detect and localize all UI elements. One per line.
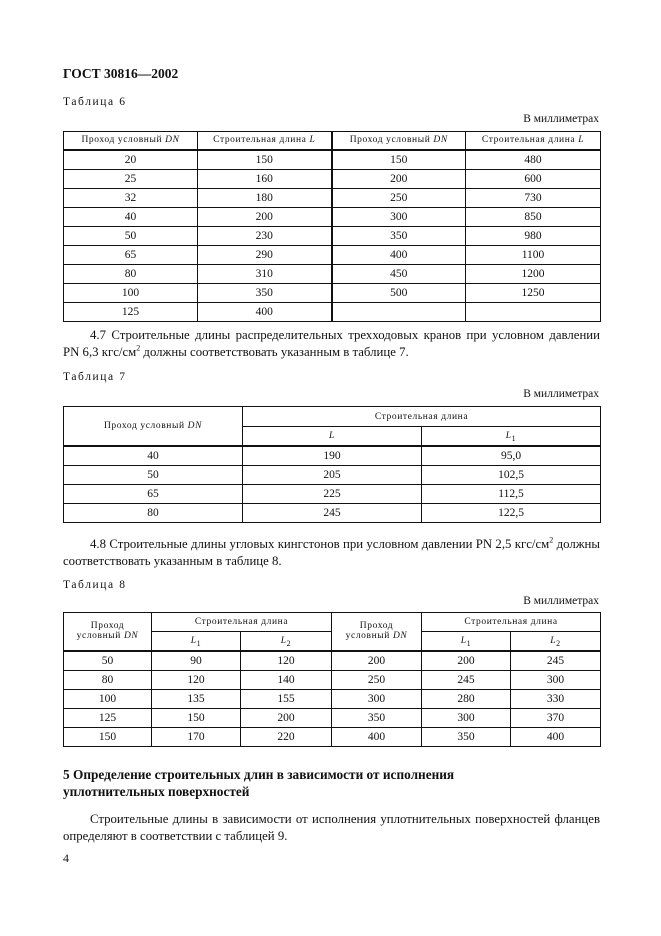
table-cell: 102,5: [422, 465, 601, 484]
table7: [63, 406, 601, 523]
table6-caption: Таблица 6: [63, 96, 127, 108]
table6-header-length: Строительная длина L: [198, 132, 332, 150]
table-cell: 160: [198, 169, 332, 188]
table-cell: 125: [64, 708, 152, 727]
table-cell: 95,0: [422, 446, 601, 466]
table-cell: 480: [466, 150, 601, 170]
table-cell: 350: [198, 283, 332, 302]
table-cell: 90: [152, 651, 241, 671]
table-row: [64, 689, 601, 708]
table-cell: 245: [511, 651, 601, 671]
table-cell: 245: [243, 503, 422, 522]
table-row: [64, 484, 601, 503]
table-cell: 280: [422, 689, 511, 708]
table-cell: 50: [64, 651, 152, 671]
table-cell: 150: [332, 150, 466, 170]
table-cell: 400: [511, 727, 601, 746]
table6-header-length-2: Строительная длина L: [466, 132, 601, 150]
table-cell: 100: [64, 689, 152, 708]
table-cell: 300: [511, 670, 601, 689]
table-cell: 150: [198, 150, 332, 170]
table-cell: 80: [64, 670, 152, 689]
table-cell: 1250: [466, 283, 601, 302]
table-cell: 370: [511, 708, 601, 727]
page-number: 4: [63, 851, 69, 865]
table-cell: 200: [332, 169, 466, 188]
table-cell: 350: [332, 226, 466, 245]
table-cell: [466, 302, 601, 321]
table8-header-L2-2: $L_2$: [511, 632, 601, 651]
table-cell: 20: [64, 150, 198, 170]
table-row: [64, 651, 601, 671]
table7-header-L1: $L_1$: [422, 427, 601, 446]
standard-header: ГОСТ 30816—2002: [63, 66, 179, 81]
table-cell: 450: [332, 264, 466, 283]
table8-header-length-2: Строительная длина: [422, 613, 601, 632]
table-cell: 200: [241, 708, 332, 727]
table8-header-pass: Проход условный DN: [64, 613, 152, 651]
section-5-title: 5 Определение строительных длин в зависимости от исполнения уплотнительных поверхностей: [63, 767, 455, 799]
table-cell: 25: [64, 169, 198, 188]
table-cell: [332, 302, 466, 321]
table7-header-L: L: [243, 427, 422, 446]
table-cell: 300: [422, 708, 511, 727]
table-cell: 850: [466, 207, 601, 226]
table-row: [64, 283, 601, 302]
table8-header-pass-2: Проход условный DN: [332, 613, 422, 651]
table-row: [64, 169, 601, 188]
table7-caption: Таблица 7: [63, 371, 127, 383]
table-cell: 1100: [466, 245, 601, 264]
table-cell: 400: [332, 245, 466, 264]
table7-header-length: Строительная длина: [243, 407, 601, 427]
table-cell: 330: [511, 689, 601, 708]
table-row: [64, 503, 601, 522]
table-cell: 350: [332, 708, 422, 727]
table-cell: 50: [64, 465, 243, 484]
table-cell: 205: [243, 465, 422, 484]
table8: [63, 612, 601, 747]
table-cell: 80: [64, 264, 198, 283]
table8-header-length: Строительная длина: [152, 613, 332, 632]
section-5-body: Строительные длины в зависимости от исполнения уплотнительных поверхностей фланцев определяют в соответствии с таблицей 9.: [63, 812, 600, 843]
table6-header-pass-2: Проход условный DN: [332, 132, 466, 150]
table-row: [64, 226, 601, 245]
table-cell: 120: [152, 670, 241, 689]
table7-unit: В миллиметрах: [523, 388, 599, 400]
table8-header-L2: $L_2$: [241, 632, 332, 651]
table-row: [64, 188, 601, 207]
table-cell: 350: [422, 727, 511, 746]
table-cell: 250: [332, 188, 466, 207]
paragraph-4-7: 4.7 Строительные длины распределительных трехходовых кранов при условном давлении PN 6,3 кгс/$см^2$ должны соответствовать указанным в таблице 7.: [63, 328, 600, 359]
table-cell: 150: [64, 727, 152, 746]
table-cell: 200: [422, 651, 511, 671]
table-cell: 300: [332, 207, 466, 226]
table-cell: 500: [332, 283, 466, 302]
table-cell: 200: [198, 207, 332, 226]
table-cell: 220: [241, 727, 332, 746]
paragraph-4-8: 4.8 Строительные длины угловых кингстонов при условном давлении PN 2,5 кгс/$см^2$ должны соответствовать указанным в таблице 8.: [63, 535, 600, 568]
table6-unit: В миллиметрах: [523, 113, 599, 125]
table-cell: 225: [243, 484, 422, 503]
table-cell: 200: [332, 651, 422, 671]
table-cell: 245: [422, 670, 511, 689]
table-cell: 125: [64, 302, 198, 321]
table-cell: 300: [332, 689, 422, 708]
table-cell: 730: [466, 188, 601, 207]
table-cell: 120: [241, 651, 332, 671]
table-cell: 170: [152, 727, 241, 746]
table-cell: 180: [198, 188, 332, 207]
table-row: [64, 727, 601, 746]
table-cell: 980: [466, 226, 601, 245]
table-cell: 400: [332, 727, 422, 746]
table-row: [64, 245, 601, 264]
table-cell: 135: [152, 689, 241, 708]
table-row: [64, 207, 601, 226]
table-row: [64, 465, 601, 484]
table-row: [64, 670, 601, 689]
table-cell: 65: [64, 245, 198, 264]
table-cell: 310: [198, 264, 332, 283]
table-cell: 65: [64, 484, 243, 503]
table-row: [64, 446, 601, 466]
table-cell: 290: [198, 245, 332, 264]
table-row: [64, 150, 601, 170]
table-cell: 50: [64, 226, 198, 245]
table-cell: 600: [466, 169, 601, 188]
table6: [63, 131, 601, 322]
table-cell: 122,5: [422, 503, 601, 522]
table-row: [64, 264, 601, 283]
table-cell: 40: [64, 446, 243, 466]
table-cell: 32: [64, 188, 198, 207]
table-cell: 155: [241, 689, 332, 708]
table-cell: 100: [64, 283, 198, 302]
table-row: [64, 302, 601, 321]
table-cell: 230: [198, 226, 332, 245]
table-cell: 112,5: [422, 484, 601, 503]
table6-header-pass: Проход условный DN: [64, 132, 198, 150]
table-cell: 400: [198, 302, 332, 321]
table-row: [64, 708, 601, 727]
table-cell: 80: [64, 503, 243, 522]
table8-header-L1: $L_1$: [152, 632, 241, 651]
table-cell: 250: [332, 670, 422, 689]
table-cell: 140: [241, 670, 332, 689]
table8-header-L1-2: $L_1$: [422, 632, 511, 651]
table-cell: 190: [243, 446, 422, 466]
table8-caption: Таблица 8: [63, 579, 127, 591]
table-cell: 40: [64, 207, 198, 226]
table7-header-pass: Проход условный DN: [64, 407, 243, 446]
table8-unit: В миллиметрах: [523, 595, 599, 607]
table-cell: 1200: [466, 264, 601, 283]
table-cell: 150: [152, 708, 241, 727]
